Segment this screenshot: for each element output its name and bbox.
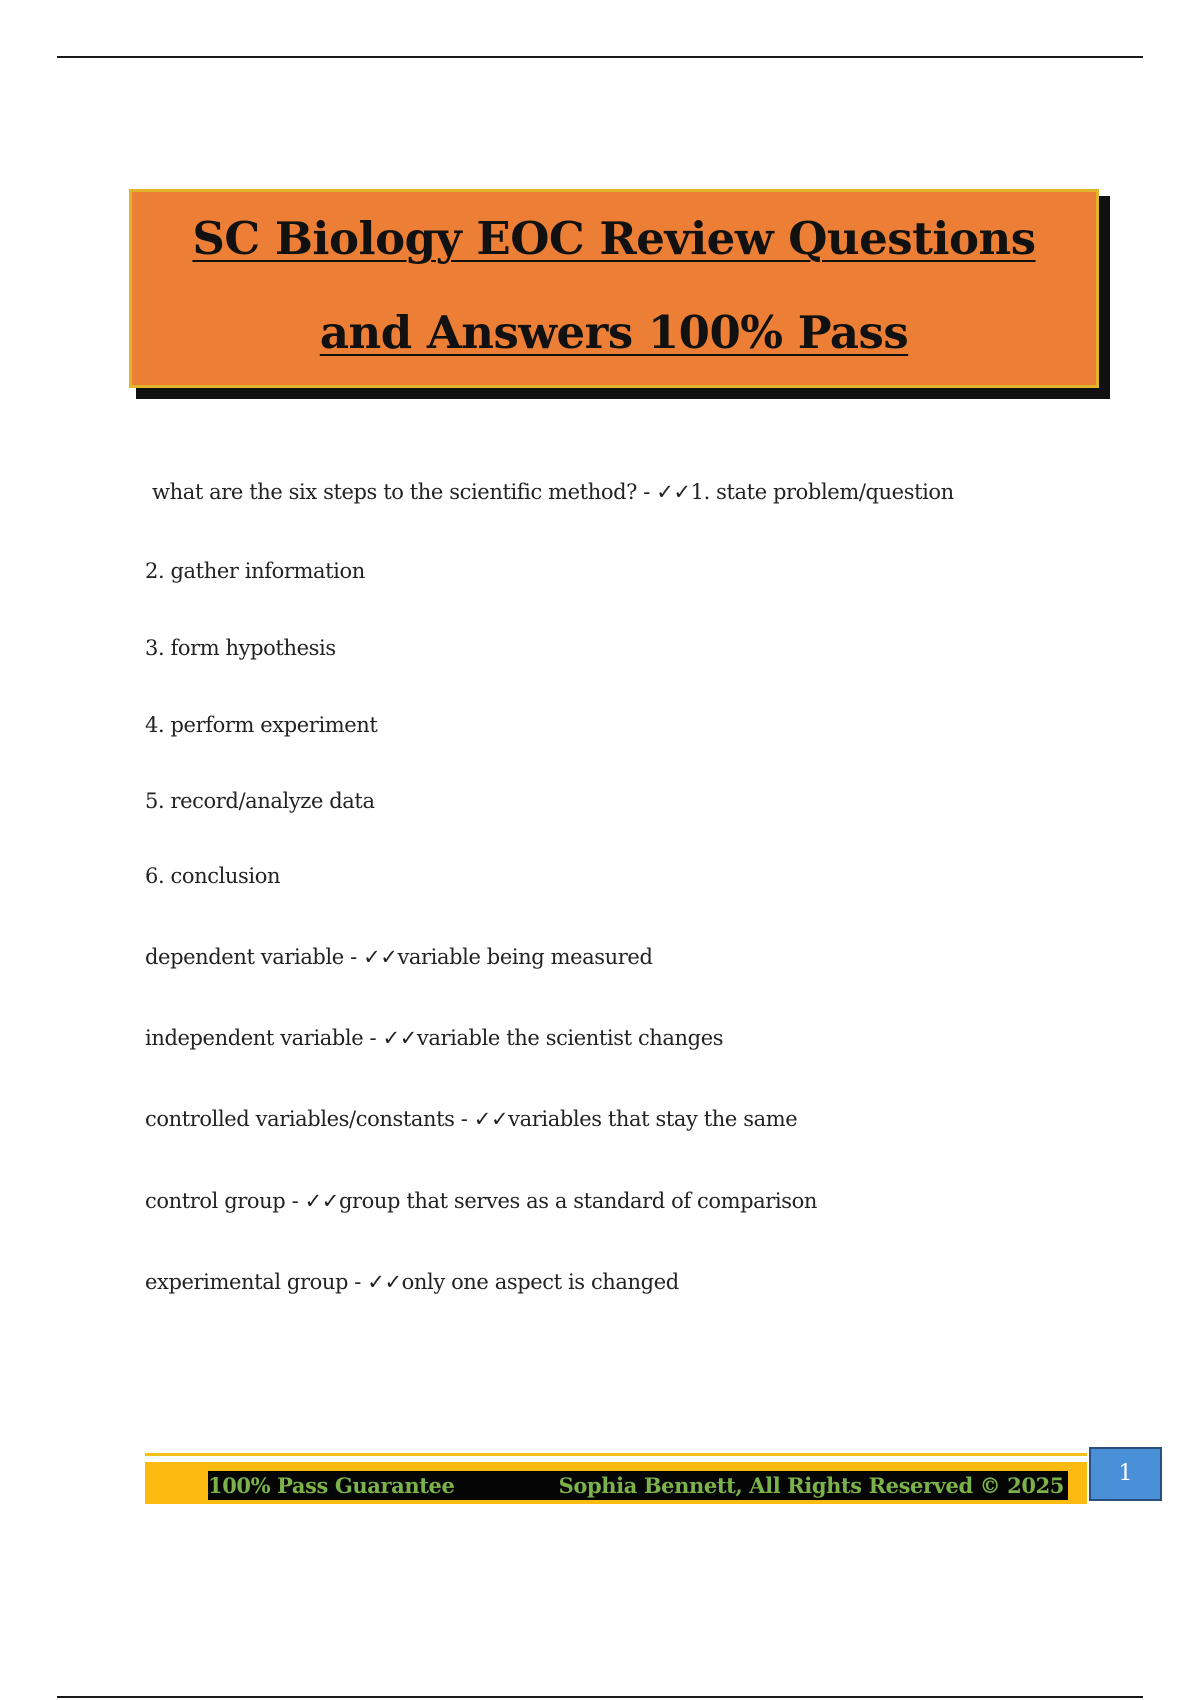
footer-band — [145, 1462, 1087, 1504]
term-item: control group - ✓✓group that serves as a standard of comparison — [145, 1189, 817, 1213]
title-box — [129, 189, 1099, 388]
list-item: 2. gather information — [145, 559, 365, 583]
term-item: experimental group - ✓✓only one aspect is changed — [145, 1270, 679, 1294]
footer-black-bar — [208, 1471, 1068, 1500]
list-item: 3. form hypothesis — [145, 636, 336, 660]
top-rule — [57, 56, 1143, 58]
term-item: independent variable - ✓✓variable the scientist changes — [145, 1026, 724, 1050]
bottom-rule — [57, 1696, 1143, 1698]
footer-copyright-text: Sophia Bennett, All Rights Reserved © 2025 — [558, 1473, 1064, 1498]
footer-guarantee-text: 100% Pass Guarantee — [208, 1473, 455, 1498]
list-item: 6. conclusion — [145, 864, 281, 888]
footer-gold-line — [145, 1453, 1087, 1456]
page-number-badge: 1 — [1089, 1447, 1162, 1501]
list-item: 5. record/analyze data — [145, 789, 375, 813]
question-item: what are the six steps to the scientific method? - ✓✓1. state problem/question — [152, 480, 954, 504]
title-line-1: SC Biology EOC Review Questions — [192, 212, 1036, 265]
term-item: dependent variable - ✓✓variable being measured — [145, 945, 653, 969]
term-item: controlled variables/constants - ✓✓variables that stay the same — [145, 1107, 798, 1131]
list-item: 4. perform experiment — [145, 713, 378, 737]
title-line-2: and Answers 100% Pass — [319, 306, 909, 359]
